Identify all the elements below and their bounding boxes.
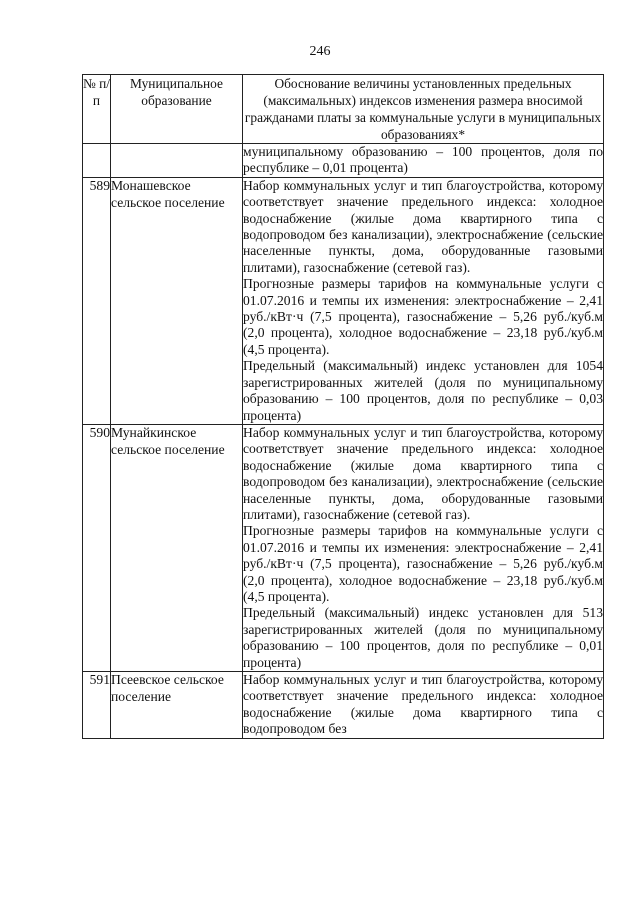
justification-cell — [243, 177, 604, 424]
continuation-text: муниципальному образованию – 100 процентов, доля по республике – 0,01 процента) — [243, 144, 603, 176]
row-number: 591 — [83, 672, 111, 739]
municipality-name: Псеевское сельское поселение — [111, 672, 243, 739]
table-row-continuation — [83, 144, 604, 178]
table-header-row — [83, 75, 604, 144]
municipality-name: Мунайкинское сельское поселение — [111, 424, 243, 671]
row-number: 590 — [83, 424, 111, 671]
page-number: 246 — [309, 44, 331, 59]
cell-municipality — [111, 144, 243, 178]
table-row — [83, 672, 604, 739]
header-municipality: Муниципальное образование — [111, 75, 243, 144]
services-paragraph: Набор коммунальных услуг и тип благоустройства, которому соответствует значение предельного индекса: холодное водоснабжение (жилые дома квартирного типа с водопроводом без — [243, 672, 603, 737]
index-paragraph: Предельный (максимальный) индекс установлен для 513 зарегистрированных жителей (доля по муниципальному образованию – 100 процентов, доля по республике – 0,01 процента) — [243, 605, 603, 670]
justification-cell — [243, 424, 604, 671]
cell-num — [83, 144, 111, 178]
header-justification: Обоснование величины установленных предельных (максимальных) индексов изменения размера вносимой гражданами платы за коммунальные услуги в муниципальных образованиях* — [243, 75, 604, 144]
table-row — [83, 424, 604, 671]
index-paragraph: Предельный (максимальный) индекс установлен для 1054 зарегистрированных жителей (доля по муниципальному образованию – 100 процентов, доля по республике – 0,03 процента) — [243, 358, 603, 423]
tariffs-paragraph: Прогнозные размеры тарифов на коммунальные услуги с 01.07.2016 и темпы их изменения: электроснабжение – 2,41 руб./кВт·ч (7,5 процента), газоснабжение – 5,26 руб./куб.м (2,0 процента), холодное водоснабжение – 23,18 руб./куб.м (4,5 процента). — [243, 523, 603, 604]
municipality-name: Монашевское сельское поселение — [111, 177, 243, 424]
services-paragraph: Набор коммунальных услуг и тип благоустройства, которому соответствует значение предельного индекса: холодное водоснабжение (жилые дома квартирного типа с водопроводом без канализации), электроснабжение (сельские населенные пункты, дома, оборудованные газовыми плитами), газоснабжение (сетевой газ). — [243, 177, 603, 275]
row-number: 589 — [83, 177, 111, 424]
tariffs-paragraph: Прогнозные размеры тарифов на коммунальные услуги с 01.07.2016 и темпы их изменения: электроснабжение – 2,41 руб./кВт·ч (7,5 процента), газоснабжение – 5,26 руб./куб.м (2,0 процента), холодное водоснабжение – 23,18 руб./куб.м (4,5 процента). — [243, 276, 603, 357]
table-row — [83, 177, 604, 424]
services-paragraph: Набор коммунальных услуг и тип благоустройства, которому соответствует значение предельного индекса: холодное водоснабжение (жилые дома квартирного типа с водопроводом без канализации), электроснабжение (сельские населенные пункты, дома, оборудованные газовыми плитами), газоснабжение (сетевой газ). — [243, 424, 603, 522]
header-num: № п/п — [83, 75, 111, 144]
justification-cell — [243, 672, 604, 739]
cell-justification — [243, 144, 604, 178]
tariff-index-table — [82, 74, 604, 739]
